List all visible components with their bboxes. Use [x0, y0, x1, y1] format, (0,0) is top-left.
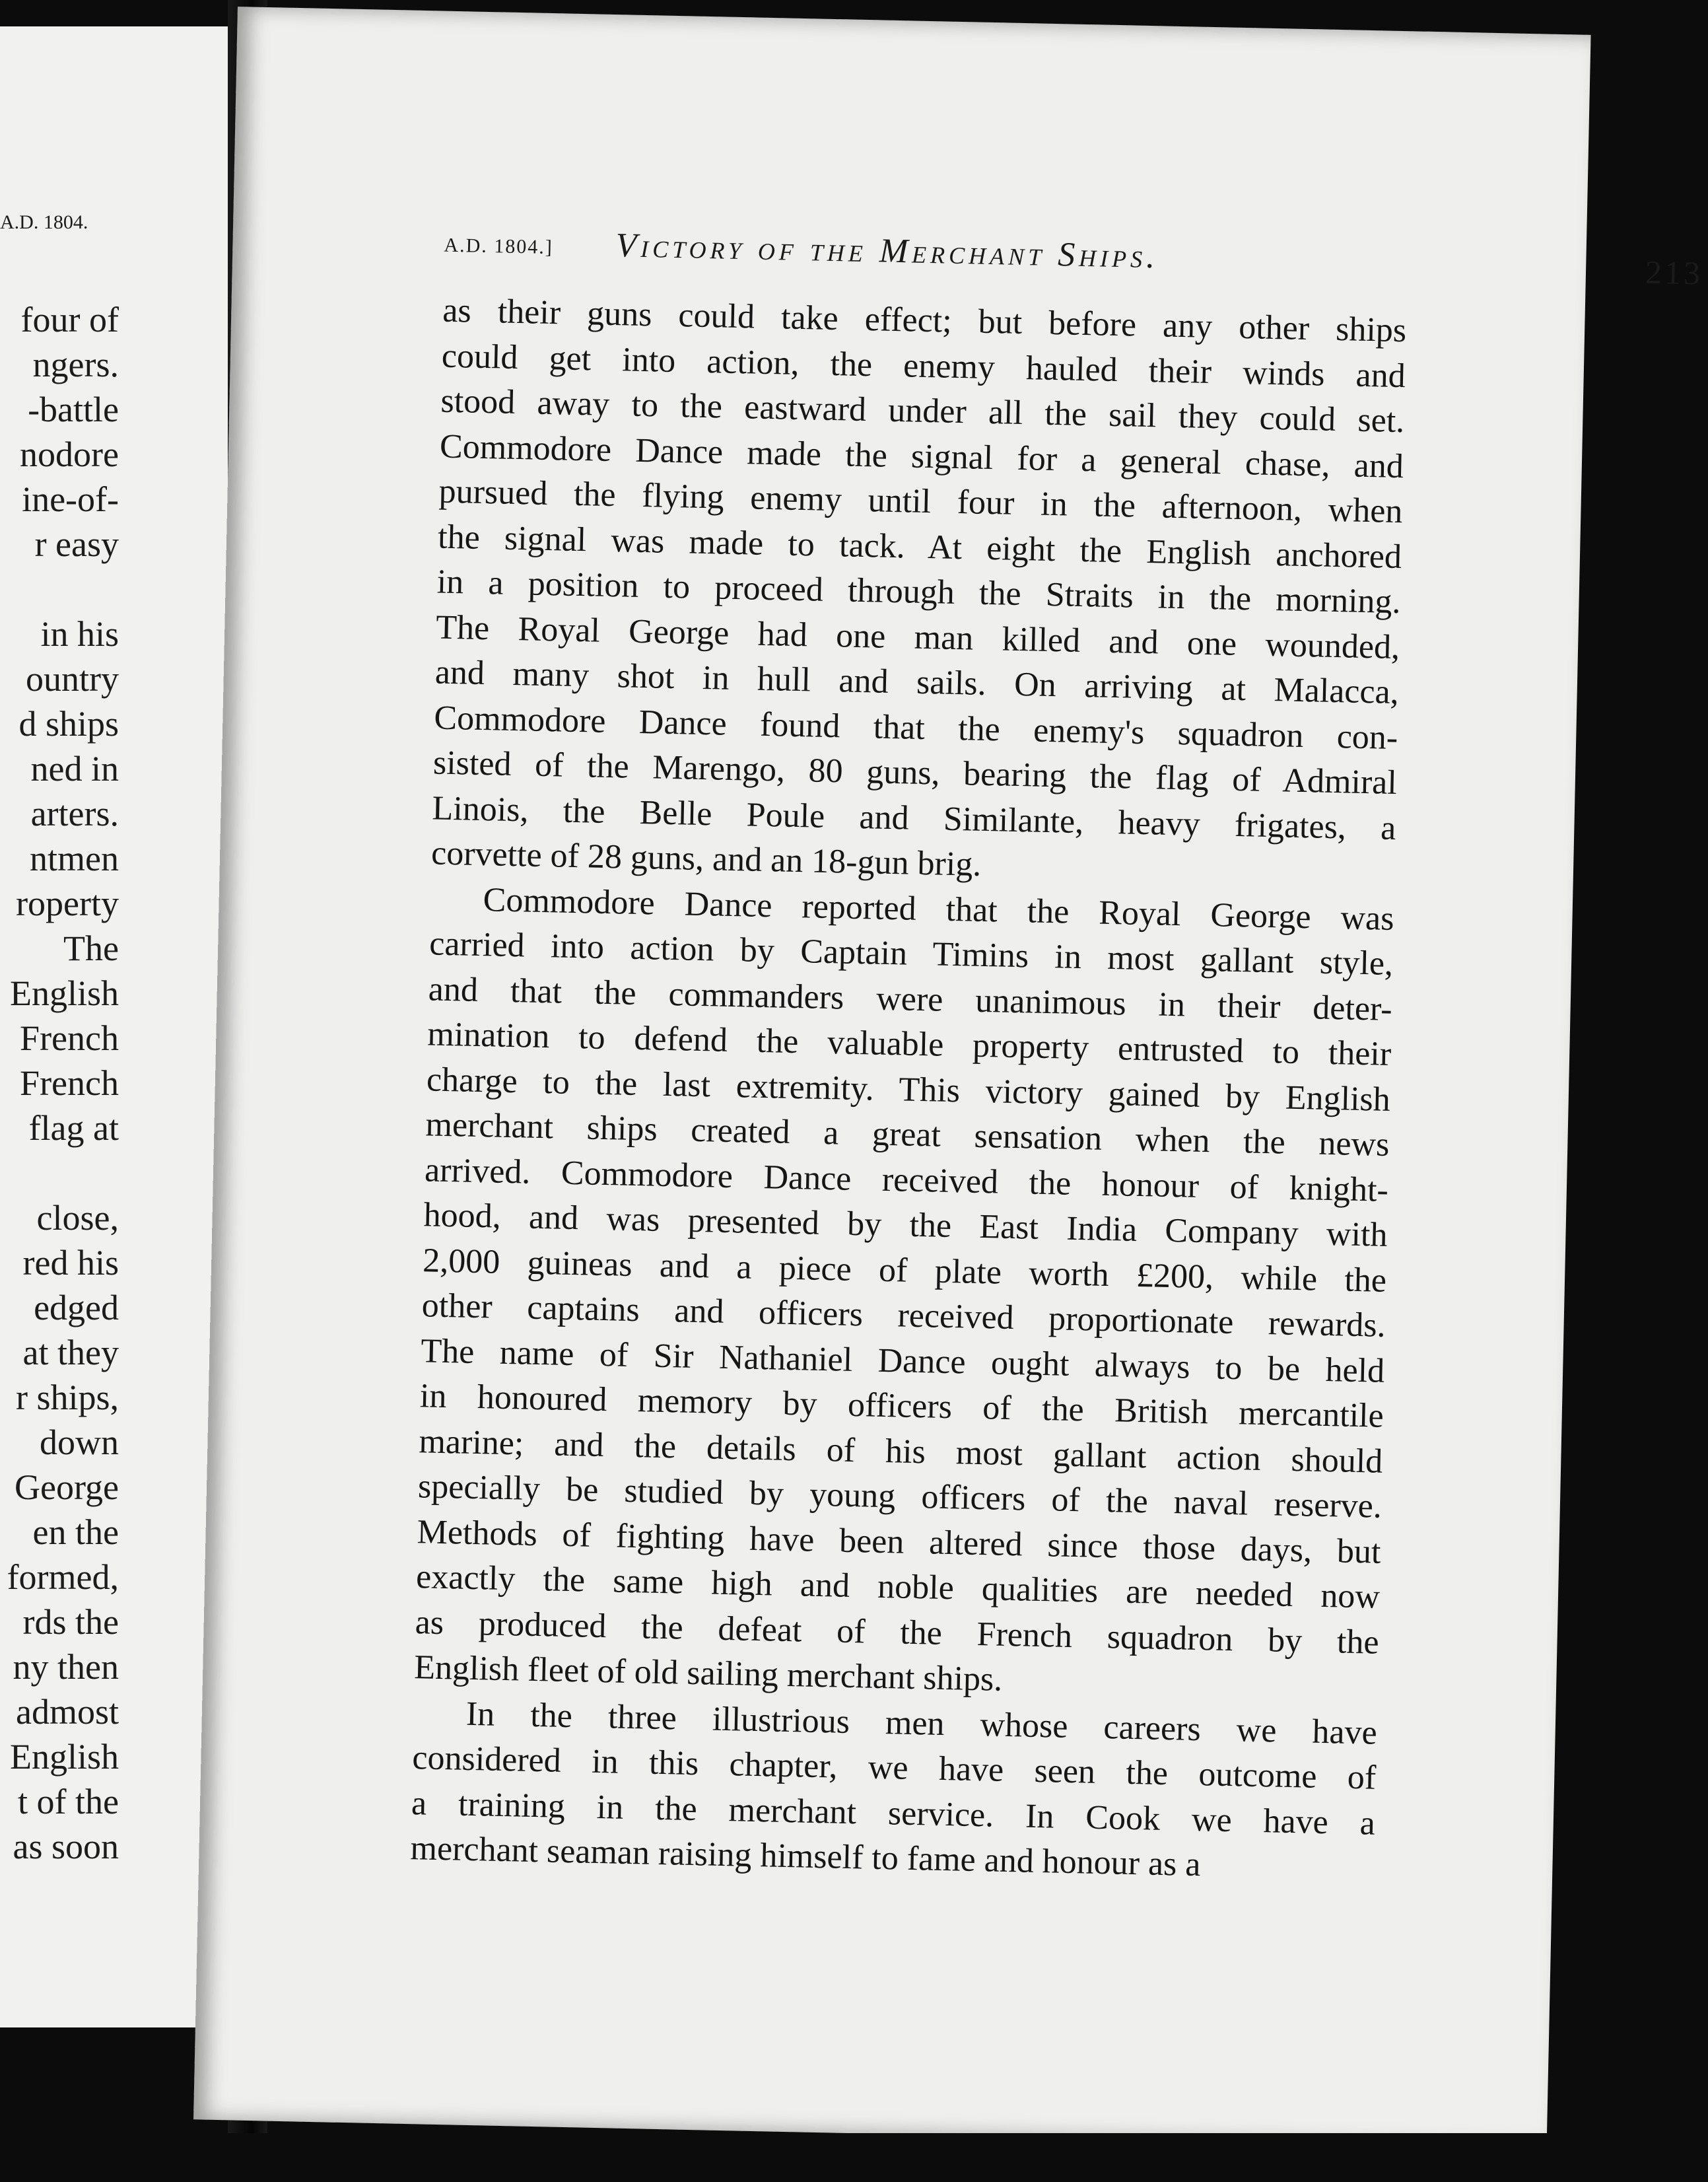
left-page-line: English	[9, 1737, 119, 1777]
left-page-line: four of	[20, 300, 119, 339]
body-text-line: arrived. Commodore Dance received the honour of knight-	[424, 1150, 1389, 1209]
left-page-line: edged	[34, 1288, 119, 1327]
left-page-line: red his	[22, 1243, 119, 1283]
right-page	[193, 7, 1703, 2148]
left-page-line: en the	[32, 1512, 119, 1552]
scan-bottom-edge	[0, 2133, 1635, 2182]
body-text-line: Linois, the Belle Poule and Similante, heavy frigates, a	[432, 789, 1396, 847]
body-text-line: hood, and was presented by the East India Company with	[423, 1196, 1388, 1254]
left-page-line: -battle	[28, 390, 119, 429]
left-running-head: A.D. 1804.	[0, 211, 88, 233]
left-page-line: French	[20, 1018, 119, 1058]
body-text-line: specially be studied by young officers of the naval reserve.	[417, 1467, 1383, 1526]
left-page-line: r easy	[34, 524, 119, 564]
body-text-line: carried into action by Captain Timins in most gallant style,	[428, 925, 1394, 983]
body-text-line: The name of Sir Nathaniel Dance ought always to be held	[420, 1331, 1385, 1390]
body-text-line: as produced the defeat of the French squadron by the	[415, 1603, 1380, 1662]
body-text-line: 2,000 guineas and a piece of plate worth £200, while the	[422, 1241, 1387, 1300]
running-head-title: Victory of the Merchant Ships.	[615, 227, 1159, 276]
body-text-line: the signal was made to tack. At eight the English anchored	[437, 518, 1402, 576]
left-page-line: French	[20, 1063, 119, 1103]
body-text-line: a training in the merchant service. In Cook we have a	[411, 1784, 1376, 1843]
left-page-line: t of the	[18, 1782, 119, 1821]
body-text-line: in a position to proceed through the Straits in the morning.	[436, 563, 1402, 621]
left-page-line	[7, 567, 119, 612]
left-page-line: ntmen	[30, 839, 119, 878]
body-text-line: considered in this chapter, we have seen the outcome of	[411, 1739, 1377, 1797]
left-page-line: in his	[40, 614, 119, 654]
body-text-line: merchant seaman raising himself to fame and honour as a	[410, 1829, 1202, 1884]
body-text-line: mination to defend the valuable property entrusted to their	[427, 1015, 1392, 1073]
running-head-date: A.D. 1804.]	[444, 234, 554, 259]
body-text-line: and that the commanders were unanimous in their deter-	[428, 969, 1393, 1028]
body-text-line: The Royal George had one man killed and one wounded,	[435, 608, 1400, 666]
left-page-line: rds the	[22, 1602, 119, 1642]
body-text-line: Methods of fighting have been altered since those days, but	[417, 1512, 1381, 1571]
running-head	[444, 223, 1703, 292]
body-text-line: sisted of the Marengo, 80 guns, bearing the flag of Admiral	[432, 744, 1398, 802]
body-text-line: pursued the flying enemy until four in the afternoon, when	[438, 472, 1403, 531]
left-page-line: roperty	[16, 884, 119, 923]
body-text-line: stood away to the eastward under all the sail they could set.	[440, 382, 1405, 440]
left-page-line: admost	[16, 1692, 119, 1732]
body-text-line: charge to the last extremity. This victory gained by English	[426, 1060, 1391, 1119]
body-text-line: in honoured memory by officers of the British mercantile	[419, 1377, 1384, 1435]
left-page-line: ned in	[30, 749, 119, 789]
left-page-line: arters.	[30, 794, 119, 833]
body-text-line: corvette of 28 guns, and an 18-gun brig.	[430, 834, 982, 884]
left-page-line: nodore	[20, 435, 119, 474]
body-text-line: merchant ships created a great sensation when the news	[425, 1106, 1390, 1164]
left-page-line: as soon	[13, 1827, 119, 1866]
left-page-line: ine-of-	[22, 479, 119, 519]
body-text	[410, 289, 1407, 1892]
left-page-line: d ships	[18, 704, 119, 744]
left-page-line: ny then	[13, 1647, 119, 1687]
body-text-line: In the three illustrious men whose careers we have	[465, 1695, 1378, 1752]
body-text-line: Commodore Dance reported that the Royal George was	[483, 880, 1395, 938]
left-page-text	[7, 297, 119, 1869]
body-text-line: could get into action, the enemy hauled their winds and	[441, 337, 1406, 395]
page-number: 213	[1645, 253, 1703, 292]
body-text-line: marine; and the details of his most gallant action should	[418, 1422, 1383, 1481]
body-text-line: exactly the same high and noble qualities are needed now	[415, 1558, 1381, 1616]
left-page-line: English	[9, 973, 119, 1013]
left-page-line: at they	[22, 1333, 119, 1372]
body-text-line: English fleet of old sailing merchant ships.	[413, 1648, 1003, 1699]
left-page-line: The	[63, 929, 119, 968]
top-edge-mark	[720, 0, 852, 15]
left-page-line	[7, 1150, 119, 1195]
left-page-line: r ships,	[15, 1378, 119, 1417]
left-page-line: close,	[36, 1198, 119, 1238]
body-text-line: and many shot in hull and sails. On arriving at Malacca,	[434, 653, 1400, 712]
left-page-line: formed,	[7, 1557, 119, 1597]
body-text-line: Commodore Dance made the signal for a general chase, and	[439, 427, 1404, 485]
left-page-line: ountry	[26, 659, 119, 699]
left-page-line: down	[40, 1423, 119, 1462]
body-text-line: as their guns could take effect; but before any other ships	[442, 291, 1407, 350]
left-page-line: flag at	[28, 1108, 119, 1148]
body-text-line: other captains and officers received proportionate rewards.	[421, 1286, 1386, 1345]
left-page-line: George	[15, 1467, 119, 1507]
body-text-line: Commodore Dance found that the enemy's squadron con-	[433, 698, 1398, 757]
left-page-line: ngers.	[32, 345, 119, 384]
